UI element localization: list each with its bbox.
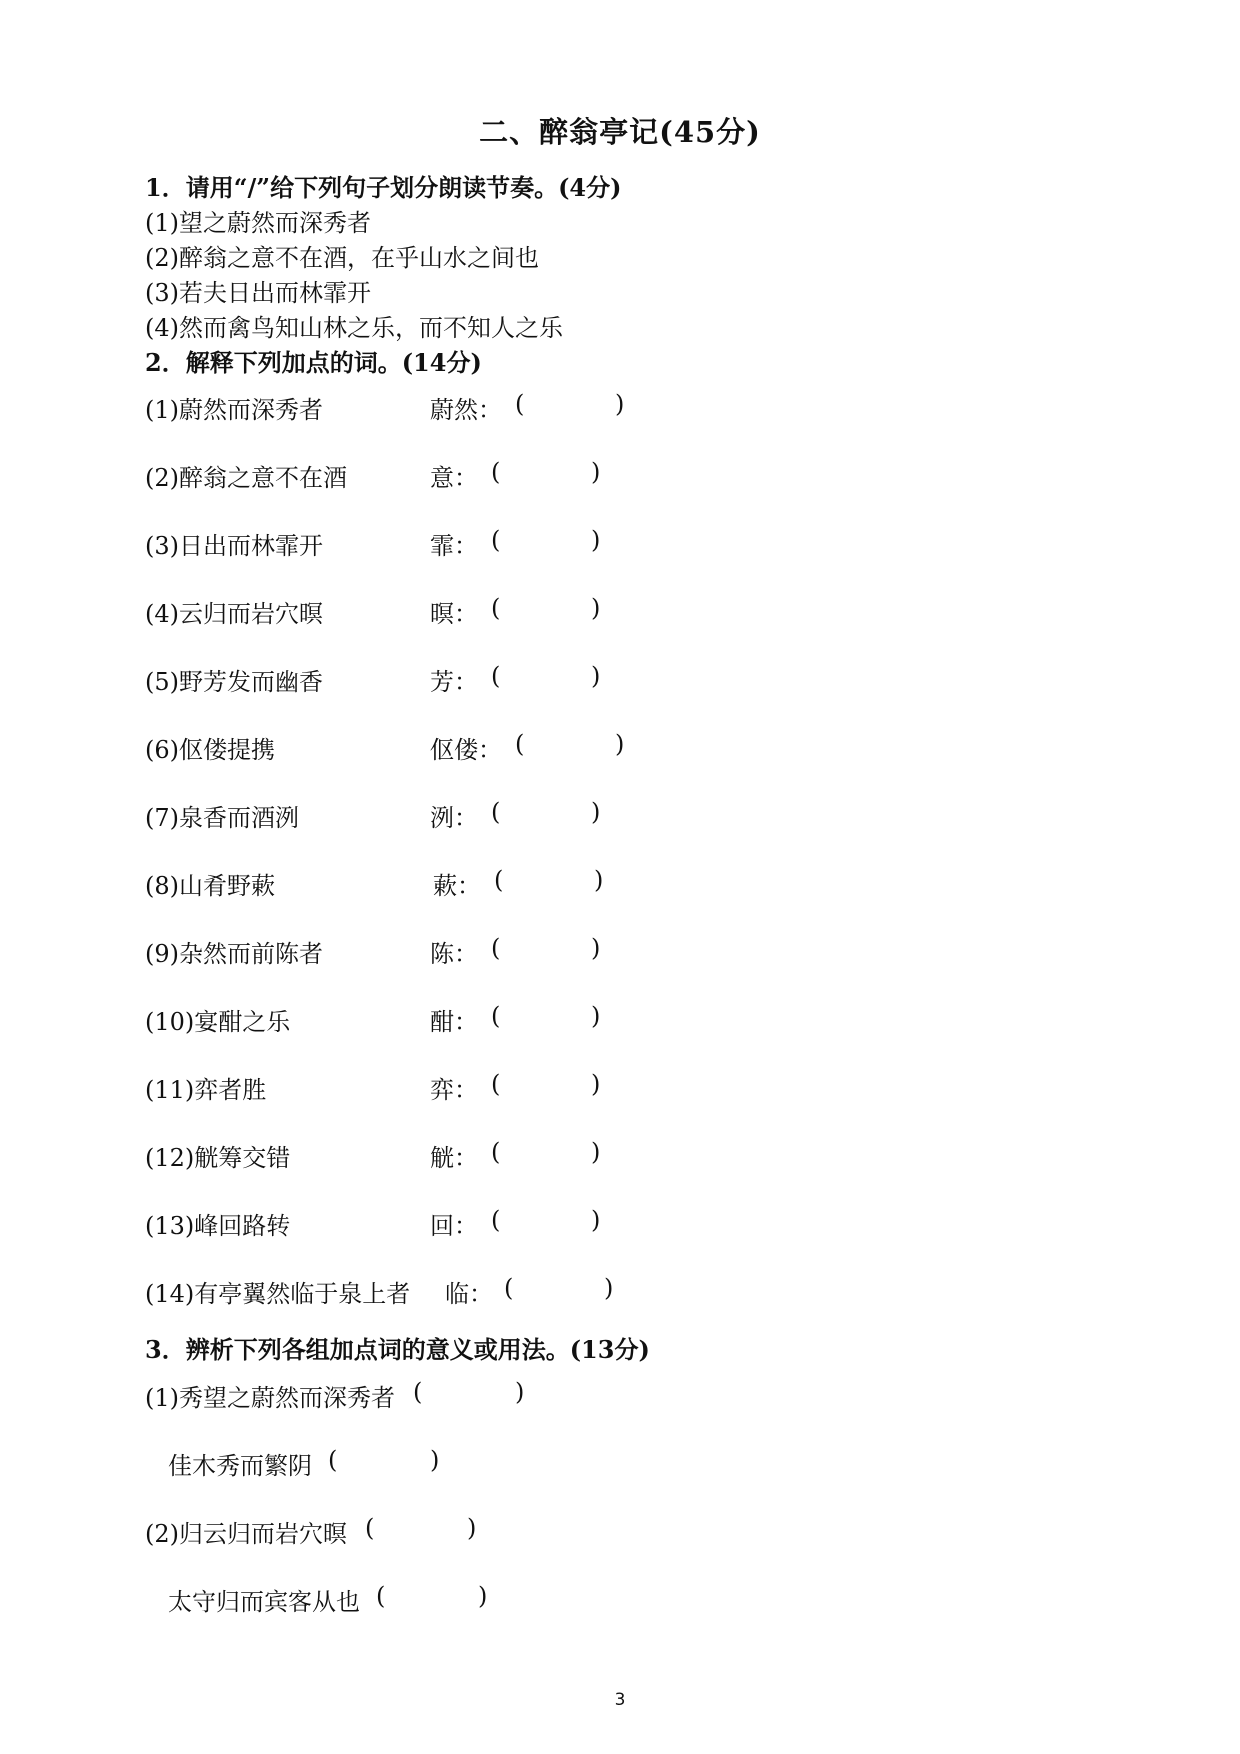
q3-heading: 3．辨析下列各组加点词的意义或用法。(13分) xyxy=(145,1335,650,1364)
answer-close-paren: ) xyxy=(615,390,625,418)
answer-close-paren: ) xyxy=(604,1274,614,1302)
q2-phrase: (7)泉香而酒洌 xyxy=(145,804,299,832)
answer-open-paren: ( xyxy=(365,1514,375,1542)
answer-open-paren: ( xyxy=(376,1582,386,1610)
answer-close-paren: ) xyxy=(591,1002,601,1030)
q2-term: 弈： xyxy=(430,1076,478,1104)
answer-close-paren: ) xyxy=(591,798,601,826)
answer-open-paren: ( xyxy=(515,390,525,418)
q1-line: (4)然而禽鸟知山林之乐，而不知人之乐 xyxy=(145,314,563,342)
q2-term: 觥： xyxy=(430,1144,478,1172)
answer-close-paren: ) xyxy=(430,1446,440,1474)
q3-sentence: (2)归云归而岩穴暝 xyxy=(145,1520,347,1548)
section-title: 二、醉翁亭记(45分) xyxy=(479,115,761,149)
q2-heading: 2．解释下列加点的词。(14分) xyxy=(145,348,482,377)
q3-sentence: 太守归而宾客从也 xyxy=(168,1588,360,1616)
q2-term: 蔌： xyxy=(433,872,481,900)
answer-open-paren: ( xyxy=(413,1378,423,1406)
q2-phrase: (9)杂然而前陈者 xyxy=(145,940,323,968)
answer-close-paren: ) xyxy=(591,1206,601,1234)
answer-close-paren: ) xyxy=(591,1138,601,1166)
q2-term: 意： xyxy=(430,464,478,492)
q2-term: 蔚然： xyxy=(430,396,502,424)
answer-close-paren: ) xyxy=(615,730,625,758)
q2-term: 伛偻： xyxy=(430,736,502,764)
q2-term: 临： xyxy=(445,1280,493,1308)
q2-phrase: (13)峰回路转 xyxy=(145,1212,291,1240)
answer-open-paren: ( xyxy=(504,1274,514,1302)
q2-phrase: (14)有亭翼然临于泉上者 xyxy=(145,1280,411,1308)
q2-phrase: (12)觥筹交错 xyxy=(145,1144,291,1172)
q1-line: (1)望之蔚然而深秀者 xyxy=(145,209,371,237)
answer-close-paren: ) xyxy=(591,662,601,690)
answer-open-paren: ( xyxy=(491,1002,501,1030)
answer-close-paren: ) xyxy=(591,1070,601,1098)
q1-line: (3)若夫日出而林霏开 xyxy=(145,279,371,307)
q2-phrase: (4)云归而岩穴暝 xyxy=(145,600,323,628)
answer-open-paren: ( xyxy=(494,866,504,894)
q2-phrase: (5)野芳发而幽香 xyxy=(145,668,323,696)
answer-close-paren: ) xyxy=(515,1378,525,1406)
q2-phrase: (10)宴酣之乐 xyxy=(145,1008,291,1036)
q3-sentence: 佳木秀而繁阴 xyxy=(168,1452,312,1480)
q1-heading: 1．请用“/”给下列句子划分朗读节奏。(4分) xyxy=(145,173,622,202)
answer-open-paren: ( xyxy=(491,1070,501,1098)
q2-phrase: (1)蔚然而深秀者 xyxy=(145,396,323,424)
q2-term: 酣： xyxy=(430,1008,478,1036)
q2-phrase: (3)日出而林霏开 xyxy=(145,532,323,560)
q2-phrase: (8)山肴野蔌 xyxy=(145,872,275,900)
answer-open-paren: ( xyxy=(515,730,525,758)
q2-phrase: (11)弈者胜 xyxy=(145,1076,267,1104)
answer-open-paren: ( xyxy=(491,662,501,690)
answer-open-paren: ( xyxy=(328,1446,338,1474)
page-number: 3 xyxy=(614,1690,626,1710)
q2-term: 芳： xyxy=(430,668,478,696)
answer-open-paren: ( xyxy=(491,1138,501,1166)
answer-open-paren: ( xyxy=(491,934,501,962)
q2-term: 洌： xyxy=(430,804,478,832)
q2-term: 暝： xyxy=(430,600,478,628)
answer-close-paren: ) xyxy=(591,526,601,554)
answer-close-paren: ) xyxy=(591,458,601,486)
answer-close-paren: ) xyxy=(591,594,601,622)
q3-sentence: (1)秀望之蔚然而深秀者 xyxy=(145,1384,395,1412)
q2-term: 陈： xyxy=(430,940,478,968)
answer-close-paren: ) xyxy=(467,1514,477,1542)
q2-term: 回： xyxy=(430,1212,478,1240)
q2-phrase: (2)醉翁之意不在酒 xyxy=(145,464,347,492)
answer-open-paren: ( xyxy=(491,526,501,554)
answer-close-paren: ) xyxy=(594,866,604,894)
answer-open-paren: ( xyxy=(491,594,501,622)
answer-open-paren: ( xyxy=(491,458,501,486)
answer-open-paren: ( xyxy=(491,1206,501,1234)
q2-term: 霏： xyxy=(430,532,478,560)
q1-line: (2)醉翁之意不在酒，在乎山水之间也 xyxy=(145,244,539,272)
answer-close-paren: ) xyxy=(478,1582,488,1610)
answer-close-paren: ) xyxy=(591,934,601,962)
q2-phrase: (6)伛偻提携 xyxy=(145,736,275,764)
answer-open-paren: ( xyxy=(491,798,501,826)
